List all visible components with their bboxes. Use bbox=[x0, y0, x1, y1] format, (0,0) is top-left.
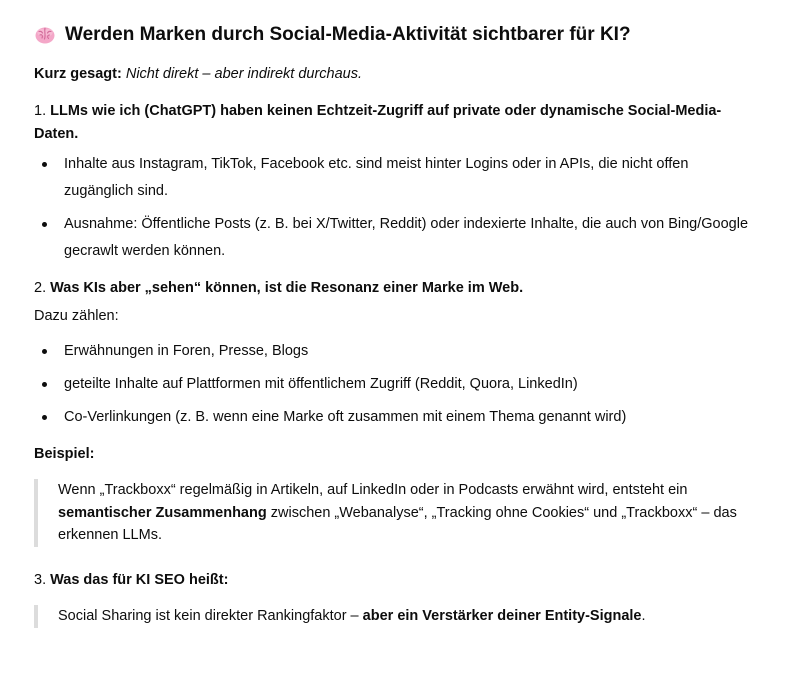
list-item: Ausnahme: Öffentliche Posts (z. B. bei X/Twitter, Reddit) oder indexierte Inhalte, die auch von Bing/Google gecrawlt werden können. bbox=[64, 211, 750, 265]
section-3-heading bbox=[34, 569, 750, 591]
summary-label: Kurz gesagt: bbox=[34, 65, 122, 82]
list-item: Inhalte aus Instagram, TikTok, Facebook etc. sind meist hinter Logins oder in APIs, die nicht offen zugänglich sind. bbox=[64, 151, 750, 205]
summary-line bbox=[34, 63, 750, 85]
summary-text: Nicht direkt – aber indirekt durchaus. bbox=[125, 65, 363, 82]
section-2-intro: Dazu zählen: bbox=[34, 308, 119, 325]
brain-icon bbox=[34, 24, 56, 46]
example-quote-text-1: Wenn „Trackboxx“ regelmäßig in Artikeln, auf LinkedIn oder in Podcasts erwähnt wird, entsteht ein bbox=[58, 482, 688, 499]
example-label: Beispiel: bbox=[34, 445, 95, 462]
seo-quote bbox=[34, 605, 750, 628]
response-heading-text: Werden Marken durch Social-Media-Aktivität sichtbarer für KI? bbox=[65, 24, 631, 45]
section-1-list bbox=[34, 151, 750, 265]
section-1-heading-text: LLMs wie ich (ChatGPT) haben keinen Echtzeit-Zugriff auf private oder dynamische Social-Media-Daten. bbox=[34, 103, 722, 142]
list-item: Co-Verlinkungen (z. B. wenn eine Marke oft zusammen mit einem Thema genannt wird) bbox=[64, 404, 750, 431]
section-2-number: 2. bbox=[34, 280, 47, 296]
seo-quote-bold: aber ein Verstärker deiner Entity-Signale bbox=[362, 608, 642, 625]
example-quote-text-2: zwischen „Webanalyse“, „Tracking ohne Cookies“ und „Trackboxx“ – das erkennen LLMs. bbox=[58, 504, 737, 544]
chat-response bbox=[34, 22, 750, 650]
section-1-heading bbox=[34, 100, 750, 145]
section-2-list bbox=[34, 338, 750, 431]
example-quote-bold: semantischer Zusammenhang bbox=[58, 504, 267, 521]
section-3-number: 3. bbox=[34, 571, 47, 588]
section-1-number: 1. bbox=[34, 103, 47, 120]
list-item: Erwähnungen in Foren, Presse, Blogs bbox=[64, 338, 750, 365]
section-3-heading-text: Was das für KI SEO heißt: bbox=[50, 571, 229, 588]
response-heading bbox=[34, 22, 750, 49]
seo-quote-text-2: . bbox=[641, 608, 646, 625]
example-quote bbox=[34, 479, 750, 547]
seo-quote-text-1: Social Sharing ist kein direkter Rankingfaktor – bbox=[58, 608, 363, 625]
list-item: geteilte Inhalte auf Plattformen mit öffentlichem Zugriff (Reddit, Quora, LinkedIn) bbox=[64, 371, 750, 398]
section-2-heading bbox=[34, 277, 750, 299]
section-2-heading-text: Was KIs aber „sehen“ können, ist die Resonanz einer Marke im Web. bbox=[50, 280, 524, 296]
